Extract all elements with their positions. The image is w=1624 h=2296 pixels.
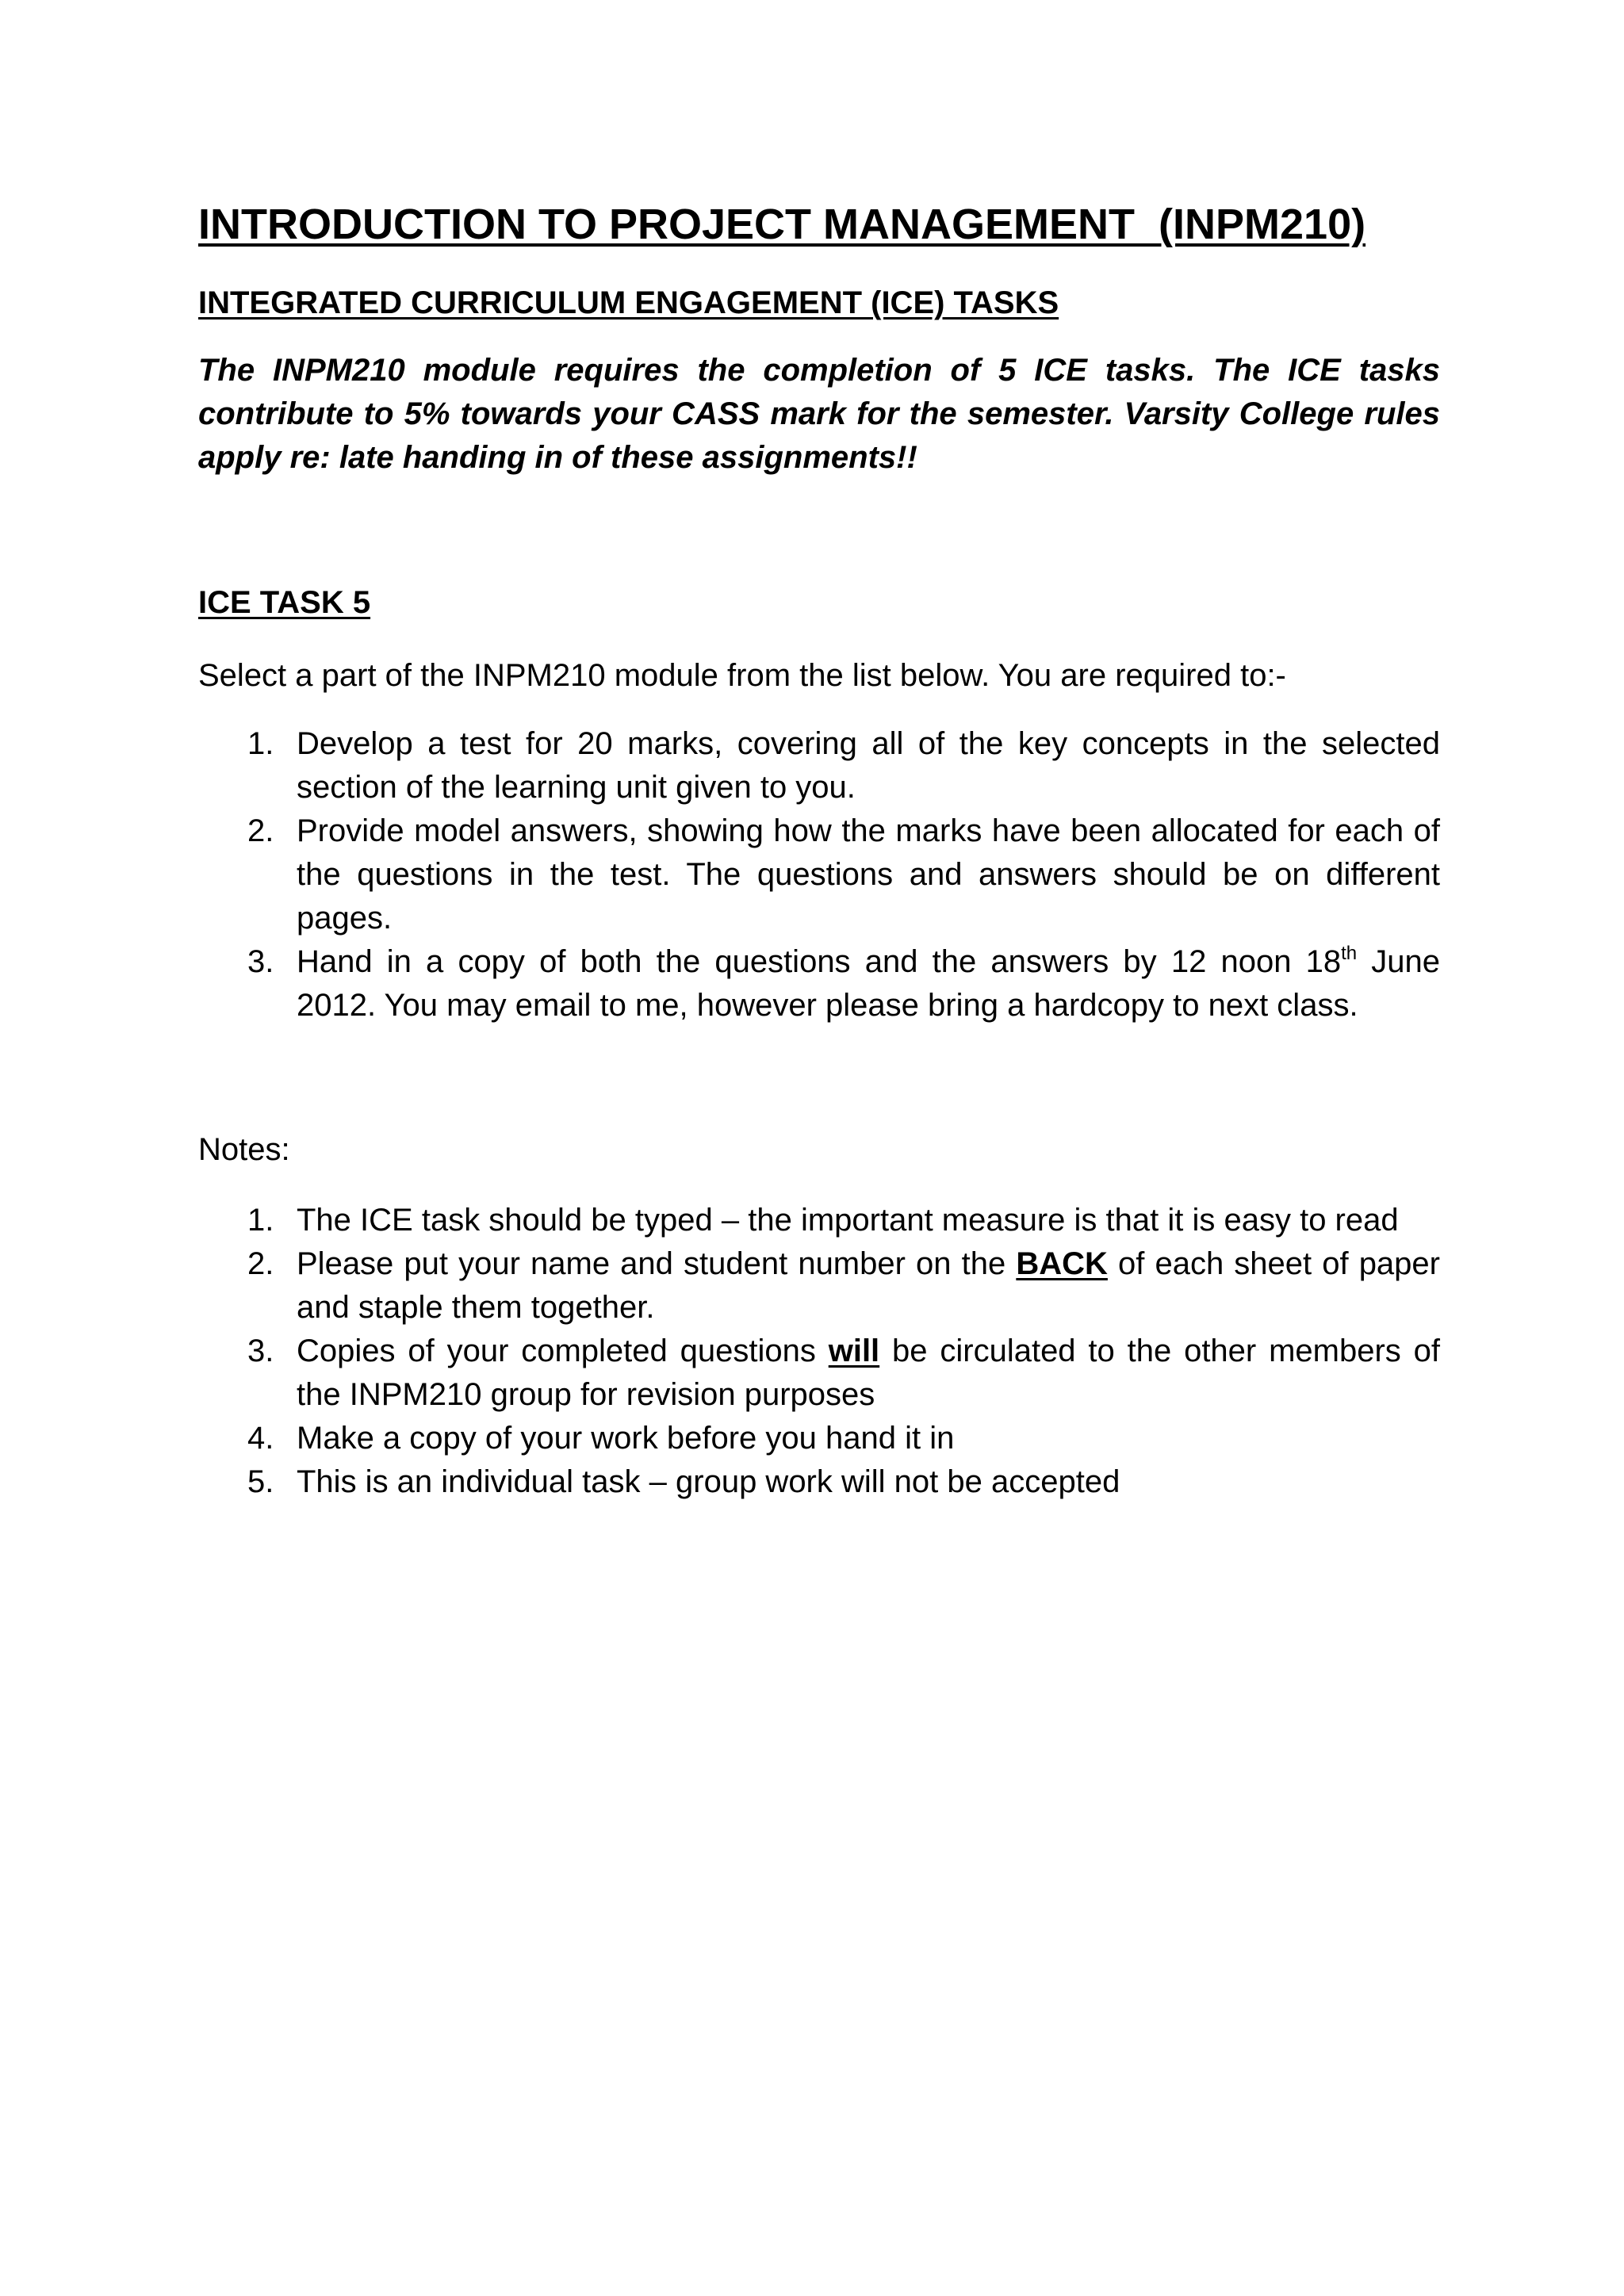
task-list — [198, 722, 1440, 1027]
note-item — [198, 1417, 1440, 1460]
list-number: 2. — [247, 1246, 274, 1281]
list-number: 1. — [247, 726, 274, 761]
task-item — [198, 722, 1440, 809]
note-item — [198, 1330, 1440, 1417]
note-item-text-start: Copies of your completed questions — [297, 1334, 829, 1368]
list-number: 4. — [247, 1421, 274, 1456]
list-number: 2. — [247, 813, 274, 848]
list-number: 5. — [247, 1464, 274, 1499]
note-item — [198, 1242, 1440, 1330]
date-ordinal-suffix: th — [1341, 943, 1358, 964]
task-lead-text: Select a part of the INPM210 module from the list below. You are required to:- — [198, 658, 1286, 693]
task-item — [198, 940, 1440, 1027]
task-item-text: Provide model answers, showing how the marks have been allocated for each of the questions in the test. The questions and answers should be on different pages. — [297, 813, 1440, 936]
notes-list — [198, 1199, 1440, 1504]
note-item — [198, 1199, 1440, 1242]
task-heading: ICE TASK 5 — [198, 585, 371, 620]
task-item-text-start: Hand in a copy of both the questions and the answers by 12 noon 18 — [297, 944, 1342, 979]
document-title: INTRODUCTION TO PROJECT MANAGEMENT (INPM210) — [198, 201, 1366, 248]
note-item — [198, 1460, 1440, 1504]
list-number: 3. — [247, 1334, 274, 1368]
emphasis-will: will — [828, 1334, 880, 1368]
note-item-text-end: be circulated to the other members of the INPM210 group for revision purposes — [297, 1334, 1441, 1412]
list-number: 1. — [247, 1203, 274, 1238]
note-item-text: The ICE task should be typed – the important measure is that it is easy to read — [297, 1203, 1399, 1238]
note-item-text-start: Please put your name and student number on the — [297, 1246, 1017, 1281]
task-item-text-end: June 2012. You may email to me, however please bring a hardcopy to next class. — [297, 944, 1440, 1023]
emphasis-back: BACK — [1016, 1246, 1108, 1281]
task-item-text: Develop a test for 20 marks, covering all of the key concepts in the selected section of the learning unit given to you. — [297, 726, 1440, 805]
notes-heading: Notes: — [198, 1132, 290, 1167]
note-item-text-end: of each sheet of paper and staple them together. — [297, 1246, 1440, 1325]
intro-paragraph: The INPM210 module requires the completion of 5 ICE tasks. The ICE tasks contribute to 5% towards your CASS mark for the semester. Varsity College rules apply re: late handing in of these assignments!! — [198, 353, 1440, 475]
note-item-text: This is an individual task – group work will not be accepted — [297, 1464, 1120, 1499]
task-item — [198, 809, 1440, 940]
list-number: 3. — [247, 944, 274, 979]
note-item-text: Make a copy of your work before you hand it in — [297, 1421, 955, 1456]
document-subtitle: INTEGRATED CURRICULUM ENGAGEMENT (ICE) TASKS — [198, 285, 1059, 320]
